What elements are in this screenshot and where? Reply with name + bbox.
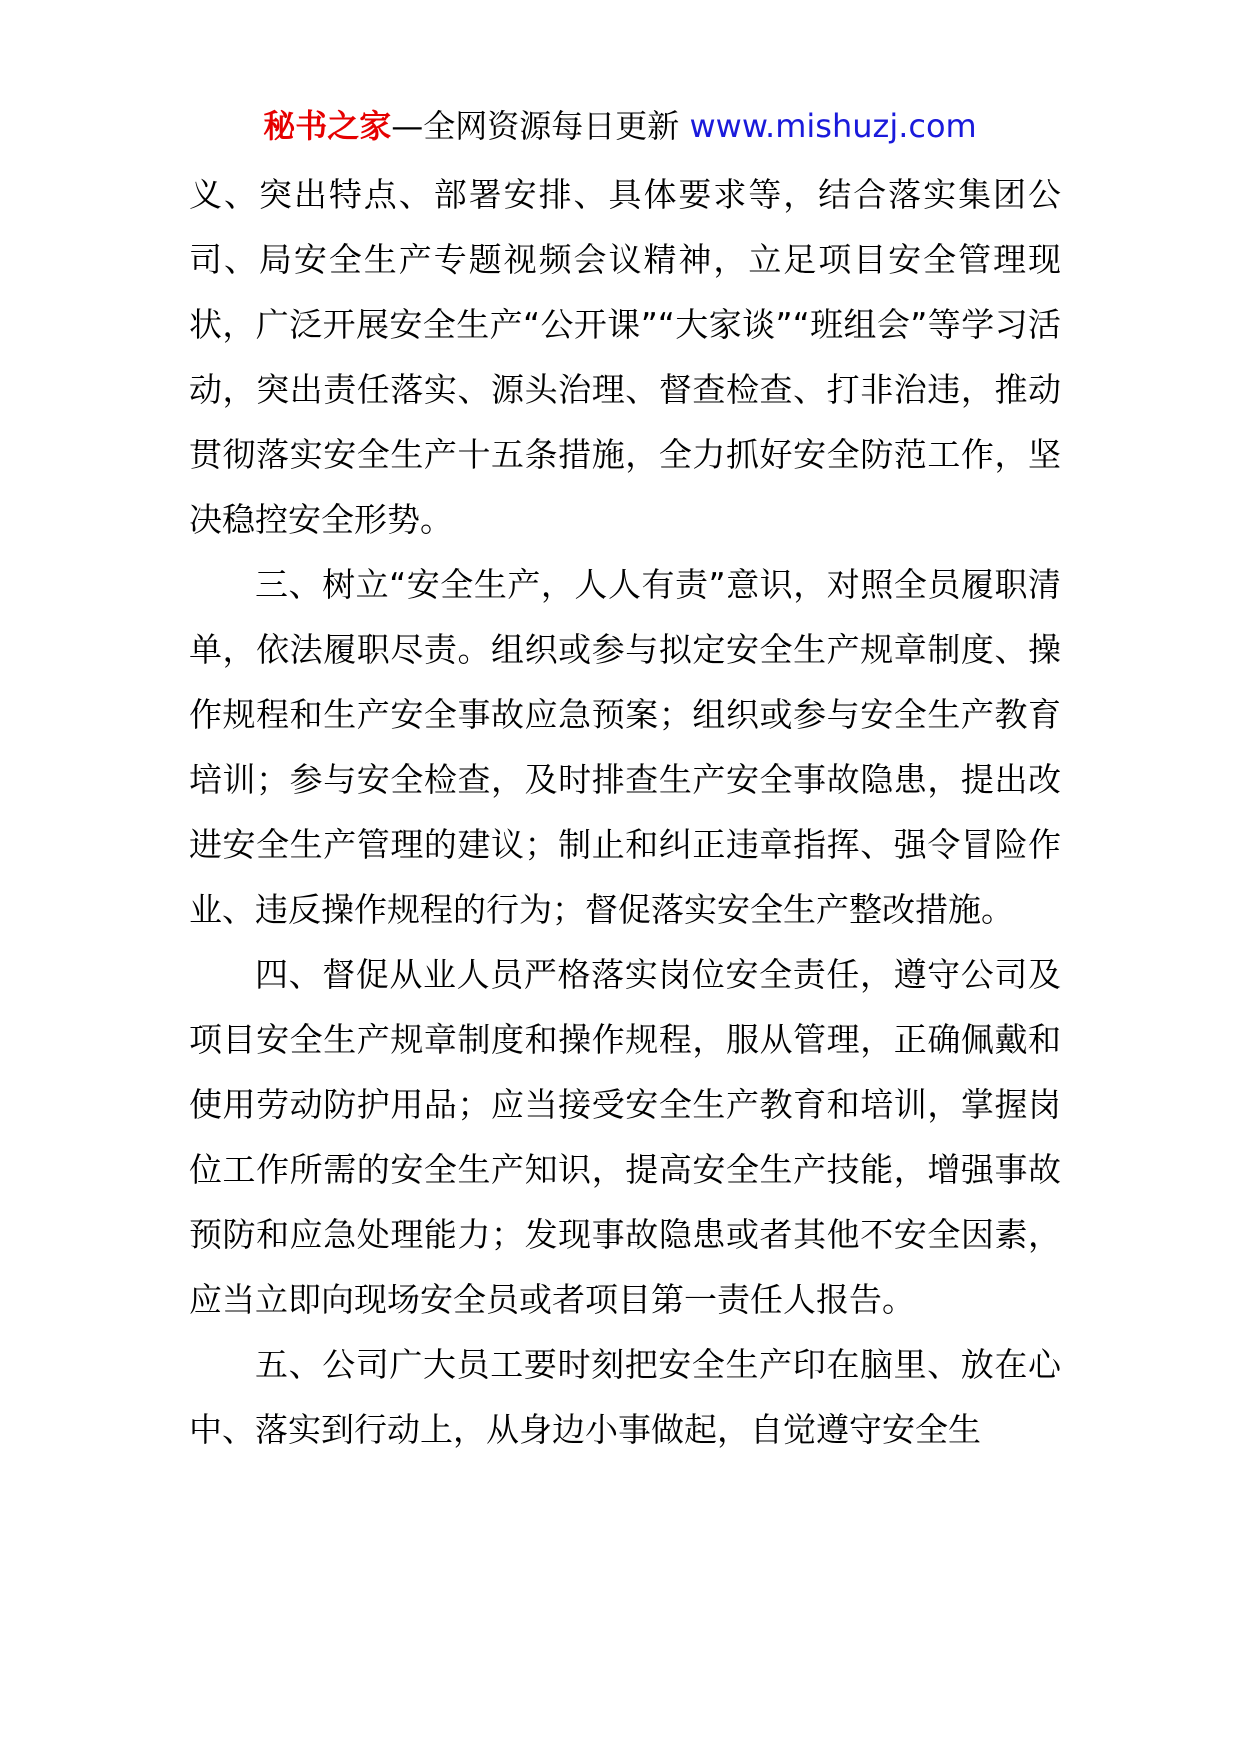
paragraph-section-3: 三、树立“安全生产，人人有责”意识，对照全员履职清单，依法履职尽责。组织或参与拟定安全生产规章制度、操作规程和生产安全事故应急预案；组织或参与安全生产教育培训；参与安全检查，及时排查生产安全事故隐患，提出改进安全生产管理的建议；制止和纠正违章指挥、强令冒险作业、违反操作规程的行为；督促落实安全生产整改措施。 (189, 565, 1061, 929)
paragraph-continued: 义、突出特点、部署安排、具体要求等，结合落实集团公司、局安全生产专题视频会议精神，立足项目安全管理现状，广泛开展安全生产“公开课”“大家谈”“班组会”等学习活动，突出责任落实、源头治理、督查检查、打非治违，推动贯彻落实安全生产十五条措施，全力抓好安全防范工作，坚决稳控安全形势。 (189, 175, 1061, 539)
site-url-link[interactable]: www.mishuzj.com (689, 107, 977, 145)
brand-name: 秘书之家 (263, 107, 392, 145)
paragraph-section-5: 五、公司广大员工要时刻把安全生产印在脑里、放在心中、落实到行动上，从身边小事做起，自觉遵守安全生 (189, 1345, 1061, 1449)
site-header (0, 104, 1240, 148)
document-body (189, 162, 1061, 1462)
header-slogan: —全网资源每日更新 (391, 107, 680, 145)
paragraph-section-4: 四、督促从业人员严格落实岗位安全责任，遵守公司及项目安全生产规章制度和操作规程，服从管理，正确佩戴和使用劳动防护用品；应当接受安全生产教育和培训，掌握岗位工作所需的安全生产知识，提高安全生产技能，增强事故预防和应急处理能力；发现事故隐患或者其他不安全因素，应当立即向现场安全员或者项目第一责任人报告。 (189, 955, 1061, 1319)
